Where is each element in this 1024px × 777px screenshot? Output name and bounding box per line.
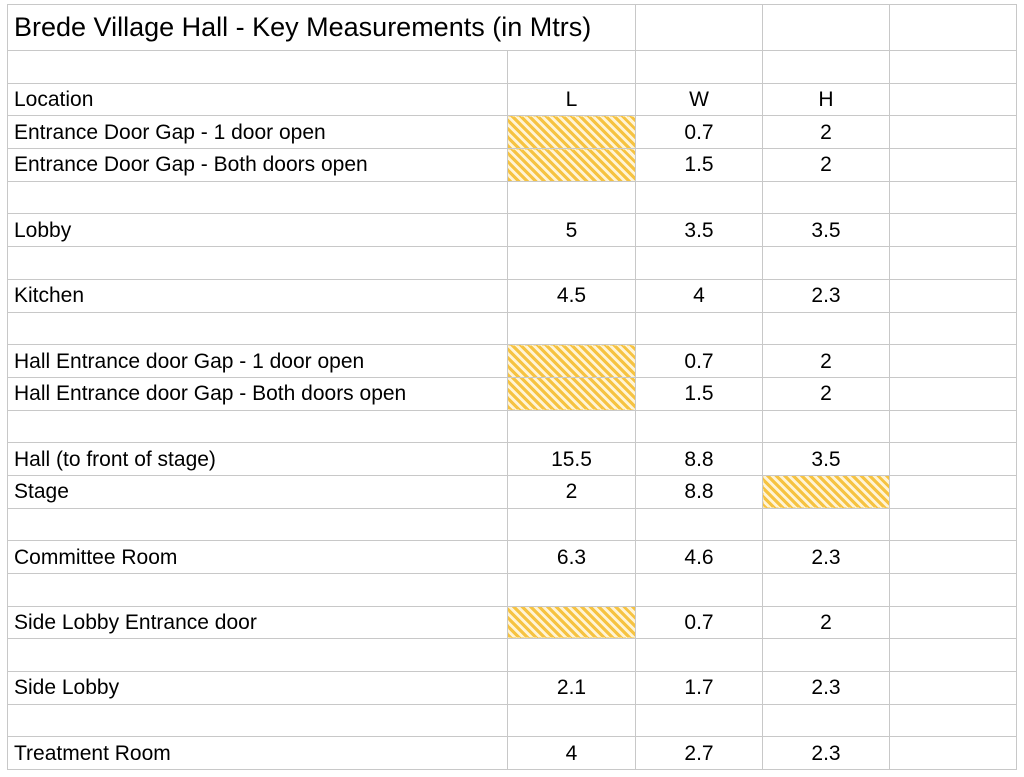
empty-cell[interactable] (890, 312, 1017, 345)
height-cell[interactable]: 2.3 (763, 279, 890, 312)
sheet-title[interactable]: Brede Village Hall - Key Measurements (in Mtrs) (8, 5, 636, 51)
location-cell[interactable]: Hall Entrance door Gap - 1 door open (8, 345, 508, 378)
height-cell[interactable]: 2.3 (763, 672, 890, 705)
header-row (8, 83, 1017, 116)
location-cell[interactable] (8, 410, 508, 443)
location-cell[interactable]: Side Lobby (8, 672, 508, 705)
spacer-row (8, 508, 1017, 541)
spacer-row (8, 574, 1017, 607)
length-cell[interactable] (508, 116, 636, 149)
height-cell[interactable] (763, 247, 890, 280)
location-cell[interactable]: Hall (to front of stage) (8, 443, 508, 476)
empty-cell[interactable] (890, 672, 1017, 705)
height-cell[interactable] (763, 508, 890, 541)
width-cell[interactable] (636, 312, 763, 345)
height-cell[interactable]: 2.3 (763, 541, 890, 574)
location-cell[interactable] (8, 247, 508, 280)
empty-cell[interactable] (890, 606, 1017, 639)
width-cell[interactable] (636, 639, 763, 672)
empty-cell[interactable] (8, 51, 508, 84)
width-cell[interactable] (636, 704, 763, 737)
empty-cell[interactable] (636, 51, 763, 84)
width-cell[interactable] (636, 508, 763, 541)
width-cell[interactable] (636, 247, 763, 280)
spacer-row (8, 247, 1017, 280)
length-cell[interactable]: 2 (508, 475, 636, 508)
width-cell[interactable]: 3.5 (636, 214, 763, 247)
header-height[interactable]: H (763, 83, 890, 116)
empty-cell[interactable] (890, 574, 1017, 607)
empty-cell[interactable] (890, 247, 1017, 280)
empty-cell[interactable] (890, 443, 1017, 476)
table-row (8, 279, 1017, 312)
location-cell[interactable]: Entrance Door Gap - 1 door open (8, 116, 508, 149)
height-cell[interactable]: 2 (763, 377, 890, 410)
length-cell[interactable] (508, 181, 636, 214)
table-row (8, 377, 1017, 410)
empty-cell[interactable] (636, 5, 763, 51)
height-cell[interactable]: 2 (763, 606, 890, 639)
width-cell[interactable]: 0.7 (636, 116, 763, 149)
width-cell[interactable]: 1.5 (636, 377, 763, 410)
length-cell[interactable] (508, 247, 636, 280)
height-cell[interactable]: 2 (763, 116, 890, 149)
table-row (8, 672, 1017, 705)
location-cell[interactable]: Side Lobby Entrance door (8, 606, 508, 639)
length-cell[interactable] (508, 410, 636, 443)
empty-cell[interactable] (890, 214, 1017, 247)
empty-cell[interactable] (763, 5, 890, 51)
location-cell[interactable]: Committee Room (8, 541, 508, 574)
location-cell[interactable] (8, 181, 508, 214)
width-cell[interactable]: 8.8 (636, 443, 763, 476)
width-cell[interactable]: 4.6 (636, 541, 763, 574)
spacer-row (8, 410, 1017, 443)
length-cell[interactable] (508, 574, 636, 607)
table-row (8, 345, 1017, 378)
title-row (8, 5, 1017, 51)
location-cell[interactable] (8, 639, 508, 672)
header-width[interactable]: W (636, 83, 763, 116)
length-cell[interactable]: 4 (508, 737, 636, 770)
measurements-table (7, 4, 1017, 770)
length-cell[interactable] (508, 704, 636, 737)
location-cell[interactable]: Hall Entrance door Gap - Both doors open (8, 377, 508, 410)
empty-cell[interactable] (890, 83, 1017, 116)
empty-cell[interactable] (890, 475, 1017, 508)
location-cell[interactable]: Kitchen (8, 279, 508, 312)
empty-cell[interactable] (763, 51, 890, 84)
table-row (8, 116, 1017, 149)
spacer-row (8, 312, 1017, 345)
height-cell[interactable]: 3.5 (763, 443, 890, 476)
empty-cell[interactable] (890, 51, 1017, 84)
table-row (8, 475, 1017, 508)
location-cell[interactable]: Lobby (8, 214, 508, 247)
empty-cell[interactable] (508, 51, 636, 84)
height-cell[interactable] (763, 181, 890, 214)
spacer-row (8, 704, 1017, 737)
empty-cell[interactable] (890, 5, 1017, 51)
length-cell[interactable] (508, 312, 636, 345)
length-cell[interactable]: 2.1 (508, 672, 636, 705)
length-cell[interactable] (508, 508, 636, 541)
height-cell[interactable] (763, 312, 890, 345)
height-cell[interactable]: 2 (763, 345, 890, 378)
location-cell[interactable] (8, 704, 508, 737)
empty-cell[interactable] (890, 116, 1017, 149)
header-length[interactable]: L (508, 83, 636, 116)
width-cell[interactable]: 0.7 (636, 606, 763, 639)
table-row (8, 541, 1017, 574)
empty-cell[interactable] (890, 149, 1017, 182)
empty-cell[interactable] (890, 508, 1017, 541)
location-cell[interactable] (8, 574, 508, 607)
height-cell[interactable]: 2.3 (763, 737, 890, 770)
length-cell[interactable] (508, 345, 636, 378)
empty-cell[interactable] (890, 704, 1017, 737)
width-cell[interactable]: 8.8 (636, 475, 763, 508)
location-cell[interactable]: Treatment Room (8, 737, 508, 770)
length-cell[interactable] (508, 606, 636, 639)
empty-cell[interactable] (890, 181, 1017, 214)
location-cell[interactable]: Stage (8, 475, 508, 508)
width-cell[interactable]: 0.7 (636, 345, 763, 378)
width-cell[interactable]: 1.5 (636, 149, 763, 182)
empty-cell[interactable] (890, 377, 1017, 410)
height-cell[interactable] (763, 410, 890, 443)
empty-cell[interactable] (890, 345, 1017, 378)
height-cell[interactable] (763, 574, 890, 607)
empty-cell[interactable] (890, 737, 1017, 770)
table-row (8, 214, 1017, 247)
width-cell[interactable] (636, 410, 763, 443)
spacer-row (8, 639, 1017, 672)
height-cell[interactable]: 3.5 (763, 214, 890, 247)
spacer-row (8, 181, 1017, 214)
height-cell[interactable] (763, 475, 890, 508)
table-row (8, 737, 1017, 770)
empty-cell[interactable] (890, 279, 1017, 312)
length-cell[interactable]: 15.5 (508, 443, 636, 476)
location-cell[interactable]: Entrance Door Gap - Both doors open (8, 149, 508, 182)
length-cell[interactable]: 6.3 (508, 541, 636, 574)
width-cell[interactable] (636, 574, 763, 607)
length-cell[interactable] (508, 377, 636, 410)
length-cell[interactable] (508, 149, 636, 182)
empty-cell[interactable] (890, 541, 1017, 574)
table-row (8, 606, 1017, 639)
height-cell[interactable]: 2 (763, 149, 890, 182)
empty-cell[interactable] (890, 410, 1017, 443)
width-cell[interactable] (636, 181, 763, 214)
spacer-row (8, 51, 1017, 84)
height-cell[interactable] (763, 639, 890, 672)
location-cell[interactable] (8, 508, 508, 541)
length-cell[interactable]: 4.5 (508, 279, 636, 312)
length-cell[interactable] (508, 639, 636, 672)
location-cell[interactable] (8, 312, 508, 345)
width-cell[interactable]: 2.7 (636, 737, 763, 770)
table-row (8, 149, 1017, 182)
length-cell[interactable]: 5 (508, 214, 636, 247)
empty-cell[interactable] (890, 639, 1017, 672)
width-cell[interactable]: 4 (636, 279, 763, 312)
header-location[interactable]: Location (8, 83, 508, 116)
width-cell[interactable]: 1.7 (636, 672, 763, 705)
height-cell[interactable] (763, 704, 890, 737)
table-row (8, 443, 1017, 476)
